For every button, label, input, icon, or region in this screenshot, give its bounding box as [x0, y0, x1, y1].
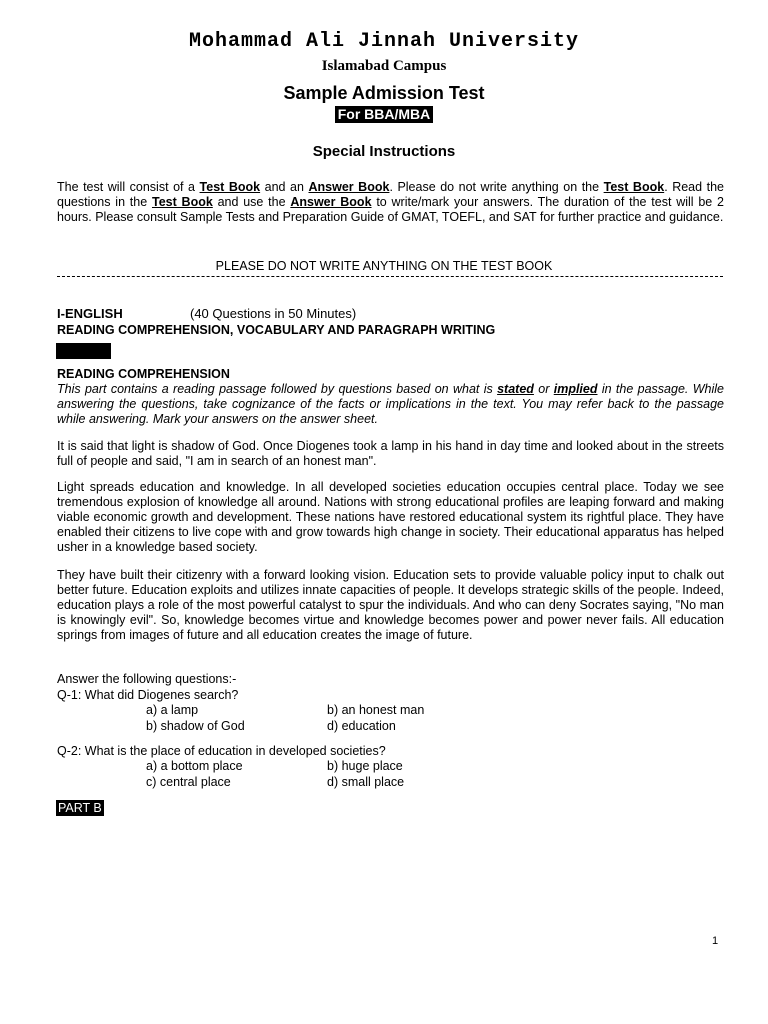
passage-paragraph-3: They have built their citizenry with a forward looking vision. Education sets to provide valuable policy input to chalk out better future. Education exploits and utilizes innate capacities of people. It develops strategic skills of the people. Indeed, education plays a role of the most powerful catalyst to spur the individuals. And who can deny Socrates saying, "No man is knowingly evil". So, knowledge becomes virtue and knowledge becomes power and power never fails. All education springs from images of future and all education creates the image of future.	[57, 568, 724, 642]
university-name: Mohammad Ali Jinnah University	[188, 30, 580, 53]
q2-option-c: c) central place	[146, 775, 231, 789]
intro-emphasis: Test Book	[151, 195, 213, 209]
intro-emphasis: Test Book	[603, 180, 665, 194]
section-questions: (40 Questions in 50 Minutes)	[190, 306, 357, 321]
intro-text: to write/mark your answers. The duration of the test will be 2 hours. Please consult Sample Tests and Preparation Guide of GMAT, TOEFL, and SAT for further practice and guidance.	[57, 195, 724, 224]
intro-paragraph	[57, 180, 724, 225]
notice-line: PLEASE DO NOT WRITE ANYTHING ON THE TEST BOOK	[215, 259, 553, 273]
page-number: 1	[712, 935, 719, 947]
reading-intro-text: or	[533, 382, 554, 396]
section-subtitle: READING COMPREHENSION, VOCABULARY AND PARAGRAPH WRITING	[57, 323, 496, 337]
intro-emphasis: Test Book	[199, 180, 261, 194]
redacted-bar	[56, 343, 111, 359]
question-2: Q-2: What is the place of education in developed societies?	[57, 744, 386, 758]
passage-paragraph-2: Light spreads education and knowledge. In all developed societies education occupies central place. Today we see tremendous explosion of knowledge all around. Nations with strong educational profiles are leaping forward and making viable economic growth and development. These nations have restored educational system its rightful place. They have enabled their citizens to live cope with and grow towards high change in society. Their educational apparatus has helped usher in a knowledge based society.	[57, 480, 724, 554]
q2-option-b: b) huge place	[327, 759, 403, 773]
reading-intro-text: This part contains a reading passage followed by questions based on what is	[57, 382, 498, 396]
intro-text: and an	[260, 180, 309, 194]
intro-text: The test will consist of a	[57, 180, 200, 194]
intro-text: . Please do not write anything on the	[389, 180, 604, 194]
document-subtitle: For BBA/MBA	[335, 106, 434, 123]
reading-intro-text: in the passage. While answering the questions, take cognizance of the facts or implications in the text. You may refer back to the passage while answering. Mark your answers on the answer sheet.	[57, 382, 724, 426]
q1-option-d: d) education	[327, 719, 396, 733]
reading-intro-emphasis: stated	[497, 382, 534, 396]
intro-text: and use the	[212, 195, 291, 209]
passage-paragraph-1: It is said that light is shadow of God. Once Diogenes took a lamp in his hand in day time and looked about in the streets full of people and said, "I am in search of an honest man".	[57, 439, 724, 468]
section-name: I-ENGLISH	[57, 306, 123, 321]
q2-option-a: a) a bottom place	[146, 759, 243, 773]
q2-option-d: d) small place	[327, 775, 405, 789]
answer-instruction: Answer the following questions:-	[57, 672, 237, 686]
intro-text: . Read the questions in the	[57, 180, 724, 209]
q1-option-b: b) an honest man	[327, 703, 425, 717]
intro-emphasis: Answer Book	[290, 195, 372, 209]
part-b-label: PART B	[58, 801, 102, 815]
question-1: Q-1: What did Diogenes search?	[57, 688, 239, 702]
section-heading	[57, 306, 357, 321]
subtitle-wrap	[0, 106, 768, 123]
campus-name: Islamabad Campus	[321, 58, 447, 74]
dashed-divider	[57, 276, 723, 277]
special-instructions-heading: Special Instructions	[312, 143, 456, 160]
q1-option-a: a) a lamp	[146, 703, 199, 717]
reading-title: READING COMPREHENSION	[57, 367, 230, 381]
document-title: Sample Admission Test	[283, 83, 485, 103]
reading-intro-emphasis: implied	[553, 382, 598, 396]
reading-intro	[57, 382, 724, 427]
q1-option-c: b) shadow of God	[146, 719, 245, 733]
intro-emphasis: Answer Book	[308, 180, 390, 194]
